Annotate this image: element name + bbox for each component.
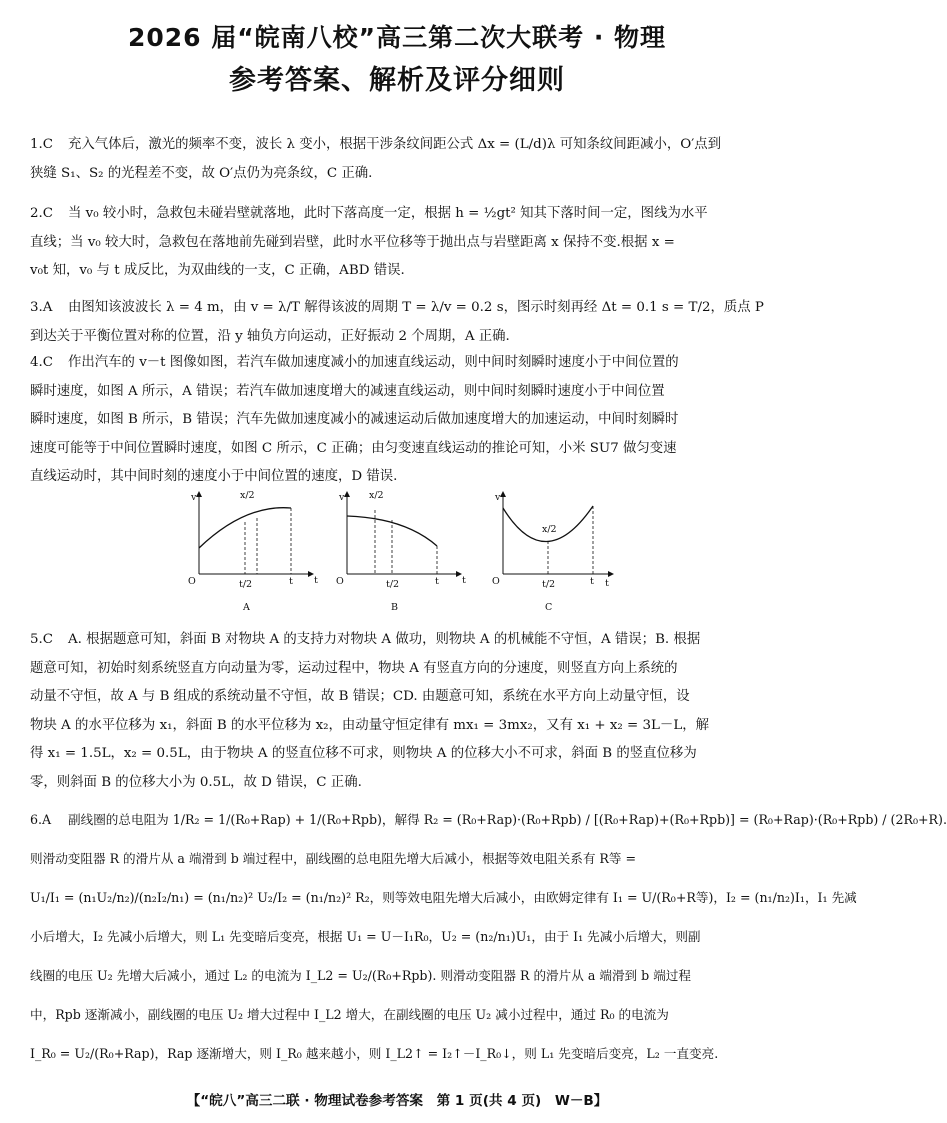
graph-b-t-label: t xyxy=(462,575,466,586)
vt-graphs-svg xyxy=(185,486,615,621)
q1-answer: 1.C xyxy=(30,137,54,152)
page-footer: 【“皖八”高三二联 · 物理试卷参考答案 第 1 页(共 4 页) W－B】 xyxy=(186,1093,608,1109)
graph-b-origin: O xyxy=(336,576,344,587)
q4-line-1: 4.C 作出汽车的 v－t 图像如图，若汽车做加速度减小的加速直线运动，则中间时刻瞬时速度小于中间位置的 xyxy=(30,349,770,378)
q4-line-2: 瞬时速度，如图 A 所示，A 错误；若汽车做加速度增大的减速直线运动，则中间时刻瞬时速度小于中间位置 xyxy=(30,383,665,399)
graph-c-end-t: t xyxy=(590,576,594,587)
graph-a-end-t: t xyxy=(289,576,293,587)
q2-line-1: 2.C 当 v₀ 较小时，急救包未碰岩壁就落地，此时下落高度一定，根据 h = ½gt² 知其下落时间一定，图线为水平 xyxy=(30,200,770,229)
graph-c-half-t: t/2 xyxy=(542,579,556,590)
q6-line-4: 小后增大，I₂ 先减小后增大，则 L₁ 先变暗后变亮，根据 U₁ = U－I₁R₀，U₂ = (n₂/n₁)U₁，由于 I₁ 先减小后增大，则副 xyxy=(30,929,701,944)
graph-a-origin: O xyxy=(188,576,196,587)
page-title: 2026 届“皖南八校”高三第二次大联考 · 物理 xyxy=(127,23,667,52)
q5-line-3: 动量不守恒，故 A 与 B 组成的系统动量不守恒，故 B 错误；CD. 由题意可知，系统在水平方向上动量守恒，设 xyxy=(30,689,690,704)
graph-b-half-t: t/2 xyxy=(386,579,400,590)
q4-answer: 4.C xyxy=(30,355,54,370)
graph-c-v-label: v xyxy=(495,492,501,503)
question-1 xyxy=(30,131,770,188)
graph-c-caption: C xyxy=(545,602,553,613)
graph-c xyxy=(492,492,613,613)
q2-answer: 2.C xyxy=(30,206,54,221)
q3-answer: 3.A xyxy=(30,300,53,315)
q2-line-3: v₀t 知，v₀ 与 t 成反比，为双曲线的一支，C 正确，ABD 错误. xyxy=(30,263,405,278)
graph-a xyxy=(188,490,318,613)
graph-c-t-label: t xyxy=(605,578,609,589)
q5-answer: 5.C xyxy=(30,632,54,647)
graph-a-v-label: v xyxy=(191,492,197,503)
page-subtitle: 参考答案、解析及评分细则 xyxy=(229,65,565,96)
graph-b xyxy=(336,490,466,613)
q6-line-2: 则滑动变阻器 R 的滑片从 a 端滑到 b 端过程中，副线圈的总电阻先增大后减小，根据等效电阻关系有 R等 = xyxy=(30,851,637,866)
graph-a-t-label: t xyxy=(314,575,318,586)
graph-b-half-x: x/2 xyxy=(369,490,384,501)
q2-line-2: 直线；当 v₀ 较大时，急救包在落地前先碰到岩壁，此时水平位移等于抛出点与岩壁距离 x 保持不变.根据 x = xyxy=(30,234,675,250)
graph-c-origin: O xyxy=(492,576,500,587)
q5-line-6: 零，则斜面 B 的位移大小为 0.5L，故 D 错误，C 正确. xyxy=(30,774,362,790)
question-3 xyxy=(30,294,770,351)
q6-answer: 6.A xyxy=(30,812,52,827)
graph-b-v-label: v xyxy=(339,492,345,503)
q6-line-1: 6.A 副线圈的总电阻为 1/R₂ = 1/(R₀+Rap) + 1/(R₀+Rpb)，解得 R₂ = (R₀+Rap)·(R₀+Rpb) / [(R₀+Rap)+(R₀+Rpb)] = (R₀+Rap)·(R₀+Rpb) / (2R₀+R). xyxy=(30,800,770,839)
question-2 xyxy=(30,200,770,286)
q6-line-3: U₁/I₁ = (n₁U₂/n₂)/(n₂I₂/n₁) = (n₁/n₂)² U₂/I₂ = (n₁/n₂)² R₂，则等效电阻先增大后减小，由欧姆定律有 I₁ = U/(R₀+R等)，I₂ = (n₁/n₂)I₁，I₁ 先减 xyxy=(30,890,857,905)
graph-b-end-t: t xyxy=(435,576,439,587)
q5-line-1: 5.C A. 根据题意可知，斜面 B 对物块 A 的支持力对物块 A 做功，则物块 A 的机械能不守恒，A 错误；B. 根据 xyxy=(30,626,770,655)
question-4 xyxy=(30,349,770,492)
q6-line-5: 线圈的电压 U₂ 先增大后减小，通过 L₂ 的电流为 I_L2 = U₂/(R₀+Rpb). 则滑动变阻器 R 的滑片从 a 端滑到 b 端过程 xyxy=(30,968,691,983)
q3-line-2: 到达关于平衡位置对称的位置，沿 y 轴负方向运动，正好振动 2 个周期，A 正确. xyxy=(30,328,510,344)
graph-b-caption: B xyxy=(391,602,398,613)
q1-line-2: 狭缝 S₁、S₂ 的光程差不变，故 O′点仍为亮条纹，C 正确. xyxy=(30,165,373,181)
question-5 xyxy=(30,626,770,797)
graph-a-half-t: t/2 xyxy=(239,579,253,590)
q6-line-6: 中，Rpb 逐渐减小，副线圈的电压 U₂ 增大过程中 I_L2 增大，在副线圈的电压 U₂ 减小过程中，通过 R₀ 的电流为 xyxy=(30,1007,669,1022)
graph-a-caption: A xyxy=(243,602,250,613)
q5-line-5: 得 x₁ = 1.5L，x₂ = 0.5L，由于物块 A 的竖直位移不可求，则物块 A 的位移大小不可求，斜面 B 的竖直位移为 xyxy=(30,746,697,761)
q1-line-1: 1.C 充入气体后，激光的频率不变，波长 λ 变小，根据干涉条纹间距公式 Δx = (L/d)λ 可知条纹间距减小，O′点到 xyxy=(30,131,770,160)
q5-line-2: 题意可知，初始时刻系统竖直方向动量为零，运动过程中，物块 A 有竖直方向的分速度，则竖直方向上系统的 xyxy=(30,660,678,676)
vt-graphs xyxy=(185,486,615,621)
q4-line-4: 速度可能等于中间位置瞬时速度，如图 C 所示，C 正确；由匀变速直线运动的推论可知，小米 SU7 做匀变速 xyxy=(30,440,677,456)
graph-c-half-x: x/2 xyxy=(542,524,557,535)
question-6 xyxy=(30,800,947,1073)
q3-line-1: 3.A 由图知该波波长 λ = 4 m，由 v = λ/T 解得该波的周期 T = λ/v = 0.2 s，图示时刻再经 Δt = 0.1 s = T/2，质点 P xyxy=(30,294,770,323)
q4-line-3: 瞬时速度，如图 B 所示，B 错误；汽车先做加速度减小的减速运动后做加速度增大的加速运动，中间时刻瞬时 xyxy=(30,412,679,427)
q5-line-4: 物块 A 的水平位移为 x₁，斜面 B 的水平位移为 x₂，由动量守恒定律有 mx₁ = 3mx₂，又有 x₁ + x₂ = 3L－L，解 xyxy=(30,717,709,733)
q6-line-7: I_R₀ = U₂/(R₀+Rap)，Rap 逐渐增大，则 I_R₀ 越来越小，则 I_L2↑ = I₂↑－I_R₀↓，则 L₁ 先变暗后变亮，L₂ 一直变亮. xyxy=(30,1046,719,1061)
q4-line-5: 直线运动时，其中间时刻的速度小于中间位置的速度，D 错误. xyxy=(30,469,398,484)
graph-a-half-x: x/2 xyxy=(240,490,255,501)
